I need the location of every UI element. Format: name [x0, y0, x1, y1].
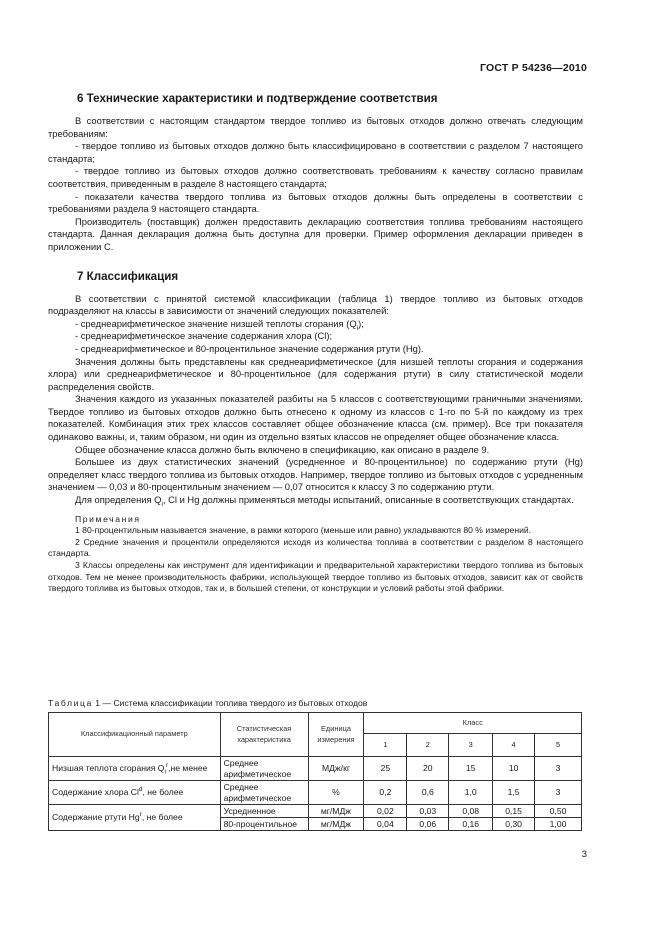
value-cell: 0,03 — [407, 805, 449, 818]
list-item: - среднеарифметическое и 80-процентильное значение содержания ртути (Hg). — [75, 342, 424, 354]
value-cell: 1,00 — [535, 818, 582, 831]
unit-cell: МДж/кг — [308, 757, 364, 781]
value-cell: 1,5 — [493, 781, 535, 805]
value-cell: 0,06 — [407, 818, 449, 831]
param-cell: Содержание ртути Hg$^r$, не более — [49, 805, 221, 831]
unit-cell: мг/МДж — [308, 805, 364, 818]
stat-cell: Среднее арифметическое — [220, 757, 308, 781]
paragraph: В соответствии с принятой системой классификации (таблица 1) твердое топливо из бытовых отходов подразделяют на классы в зависимости от значений следующих показателей: — [48, 292, 583, 317]
table-row — [49, 805, 582, 818]
note-1: 1 80-процентильным называется значение, в рамки которого (меньше или равно) укладываются 80 % измерений. — [75, 525, 532, 536]
paragraph: Общее обозначение класса должно быть включено в спецификацию, как описано в разделе 9. — [75, 443, 490, 455]
table-row — [49, 757, 582, 781]
classification-table — [48, 712, 582, 831]
value-cell: 0,04 — [364, 818, 407, 831]
table-row — [49, 781, 582, 805]
paragraph: В соответствии с настоящим стандартом твердое топливо из бытовых отходов должно отвечать следующим требованиям: — [48, 115, 583, 139]
section-7-title: 7 Классификация — [77, 269, 179, 283]
header-unit: Единица измерения — [308, 713, 364, 757]
standard-code: ГОСТ Р 54236—2010 — [479, 62, 587, 74]
note-2: 2 Средние значения и процентили определяются исходя из количества топлива в соответствии с разделом 8 настоящего стандарта. — [48, 536, 583, 559]
unit-cell: % — [308, 781, 364, 805]
param-cell: Содержание хлора Cl$^d$, не более — [49, 781, 221, 805]
paragraph: Производитель (поставщик) должен предоставить декларацию соответствия топлива требованиям настоящего стандарта. Данная декларация должна быть доступна для проверки. Пример оформления декларации приведен в приложении С. — [48, 215, 583, 252]
value-cell: 0,50 — [535, 805, 582, 818]
section-6-title: 6 Технические характеристики и подтверждение соответствия — [77, 92, 438, 105]
class-number: 2 — [407, 734, 449, 757]
value-cell: 0,2 — [364, 781, 407, 805]
value-cell: 15 — [449, 757, 493, 781]
value-cell: 0,15 — [493, 805, 535, 818]
paragraph: Значения должны быть представлены как среднеарифметическое (для низшей теплоты сгорания и содержания хлора) или среднеарифметическое и 80-процентильное (для содержания ртути) в силу статистической модели распределения свойств. — [48, 355, 583, 392]
paragraph: Для определения $Q_i$, Cl и Hg должны применяться методы испытаний, описанные в соответствующих стандартах. — [75, 494, 574, 508]
stat-cell: 80-процентильное — [220, 818, 308, 831]
value-cell: 1,0 — [449, 781, 493, 805]
note-3: 3 Классы определены как инструмент для идентификации и предварительной характеристики твердого топлива из бытовых отходов. Тем не менее производительность фабрики, использующей твердое топливо из бытовых отходов, зависит как от свойств твердого топлива из бытовых отходов, так и, в большей степени, от конструкции и условий работы этой фабрики. — [48, 560, 583, 594]
header-class: Класс — [364, 713, 582, 734]
value-cell: 10 — [493, 757, 535, 781]
value-cell: 3 — [535, 757, 582, 781]
class-number: 3 — [449, 734, 493, 757]
value-cell: 0,6 — [407, 781, 449, 805]
param-cell: Низшая теплота сгорания $Q_i^r,не$ менее — [49, 757, 221, 781]
list-item: - среднеарифметическое значение низшей теплоты сгорания $(Q_i)$; — [75, 317, 364, 332]
value-cell: 0,16 — [449, 818, 493, 831]
table-header-row — [49, 713, 582, 734]
unit-cell: мг/МДж — [308, 818, 364, 831]
value-cell: 0,08 — [449, 805, 493, 818]
value-cell: 0,02 — [364, 805, 407, 818]
class-number: 4 — [493, 734, 535, 757]
value-cell: 3 — [535, 781, 582, 805]
paragraph: Значения каждого из указанных показателей разбиты на 5 классов с соответствующими граничными значениями. Твердое топливо из бытовых отходов должно быть отнесено к одному из классов с 1-го по 5-й по каждому из трех показателей. Комбинация этих трех классов составляет общее обозначение класса (см. пример). Все три показателя одинаково важны, и, таким образом, ни один из отдельно взятых классов не определяет общее обозначение класса. — [48, 393, 583, 443]
value-cell: 0,30 — [493, 818, 535, 831]
class-number: 1 — [364, 734, 407, 757]
list-item: - твердое топливо из бытовых отходов должно быть классифицировано в соответствии с разделом 7 настоящего стандарта; — [48, 140, 583, 164]
class-number: 5 — [535, 734, 582, 757]
value-cell: 25 — [364, 757, 407, 781]
notes-title: Примечания — [75, 513, 141, 524]
value-cell: 20 — [407, 757, 449, 781]
stat-cell: Среднее арифметическое — [220, 781, 308, 805]
list-item: - твердое топливо из бытовых отходов должно соответствовать требованиям к качеству согласно правилам соответствия, приведенным в разделе 8 настоящего стандарта; — [48, 165, 583, 189]
list-item: - показатели качества твердого топлива из бытовых отходов должны быть определены в соответствии с требованиями раздела 9 настоящего стандарта. — [48, 190, 583, 215]
document-body — [48, 92, 583, 595]
header-param: Классификационный параметр — [49, 713, 221, 757]
paragraph: Большее из двух статистических значений (усредненное и 80-процентильное) по содержанию ртути (Hg) определяет класс твердого топлива из бытовых отходов. Например, твердое топливо из бытовых отходов с усредненным значением — 0,03 и 80-процентильным значением — 0,07 относится к классу 3 по содержанию ртути. — [48, 456, 583, 493]
stat-cell: Усредненное — [220, 805, 308, 818]
table-caption: Таблица 1 — Система классификации топлива твердого из бытовых отходов — [48, 698, 368, 708]
header-stat: Статистическая характеристика — [220, 713, 308, 757]
page-number: 3 — [581, 848, 587, 859]
list-item: - среднеарифметическое значение содержания хлора (Cl); — [75, 330, 333, 342]
